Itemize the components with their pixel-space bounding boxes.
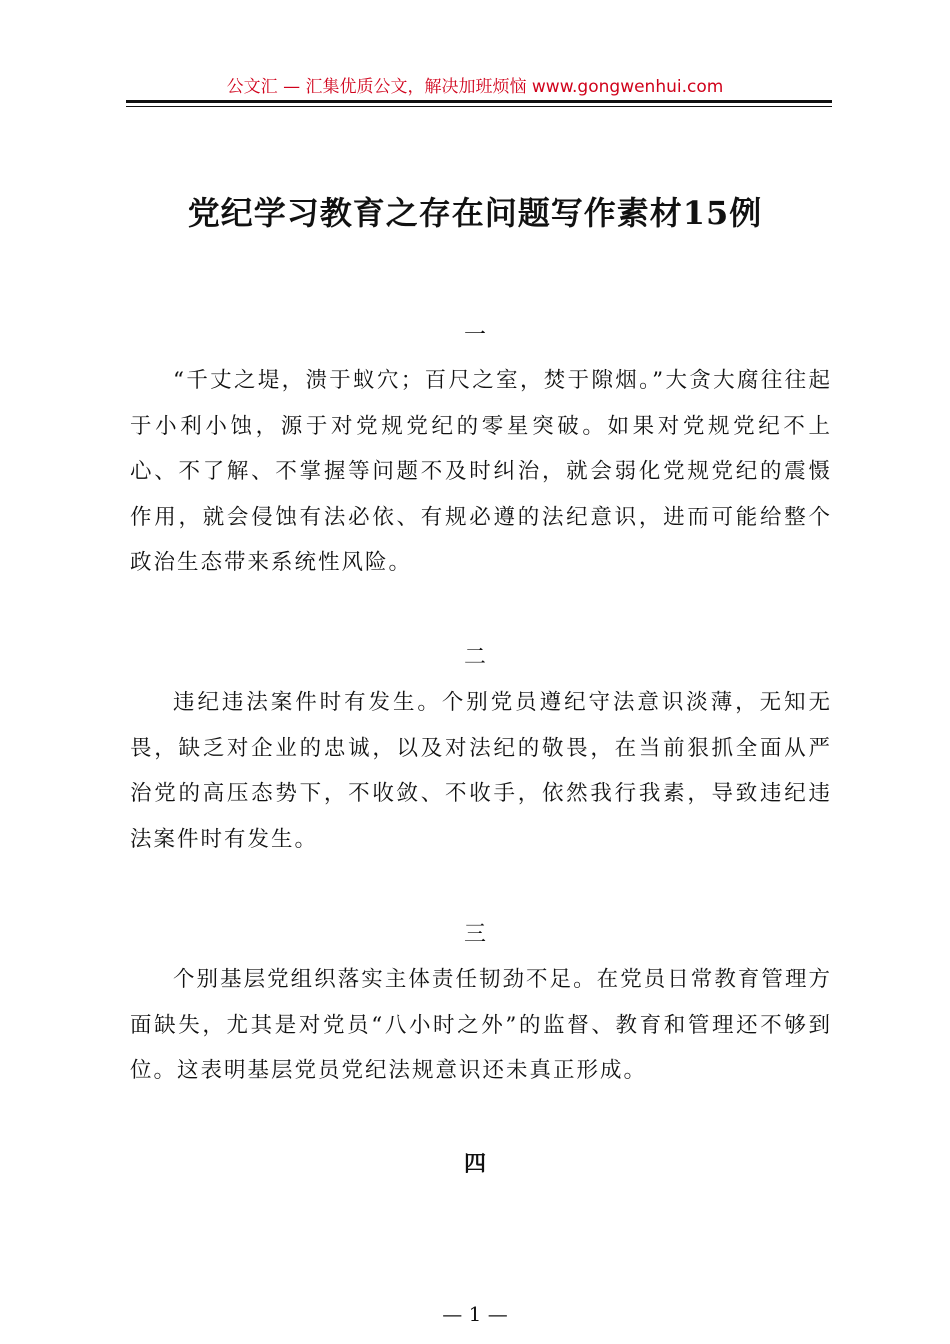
section-paragraph-2: 违纪违法案件时有发生。个别党员遵纪守法意识淡薄，无知无畏，缺乏对企业的忠诚，以及对法纪的敬畏，在当前狠抓全面从严治党的高压态势下，不收敛、不收手，依然我行我素，导致违纪违法案件时有发生。 [130, 690, 832, 852]
header-rule-thin [126, 106, 832, 107]
section-number-1: 一 [463, 323, 486, 348]
section-paragraph-3: 个别基层党组织落实主体责任韧劲不足。在党员日常教育管理方面缺失，尤其是对党员“八小时之外”的监督、教育和管理还不够到位。这表明基层党员党纪法规意识还未真正形成。 [130, 967, 832, 1083]
section-number-4: 四 [463, 1151, 486, 1177]
site-header: 公文汇 — 汇集优质公文，解决加班烦恼 www.gongwenhui.com [226, 77, 724, 97]
document-title: 党纪学习教育之存在问题写作素材15例 [187, 194, 763, 232]
section-number-2: 二 [463, 645, 486, 670]
section-paragraph-1: “千丈之堤，溃于蚁穴；百尺之室，焚于隙烟。”大贪大腐往往起于小利小蚀，源于对党规党纪的零星突破。如果对党规党纪不上心、不了解、不掌握等问题不及时纠治，就会弱化党规党纪的震慑作用，就会侵蚀有法必依、有规必遵的法纪意识，进而可能给整个政治生态带来系统性风险。 [130, 368, 832, 575]
page-number: — 1 — [442, 1302, 508, 1326]
header-rule-thick [126, 100, 832, 103]
section-number-3: 三 [463, 922, 486, 947]
